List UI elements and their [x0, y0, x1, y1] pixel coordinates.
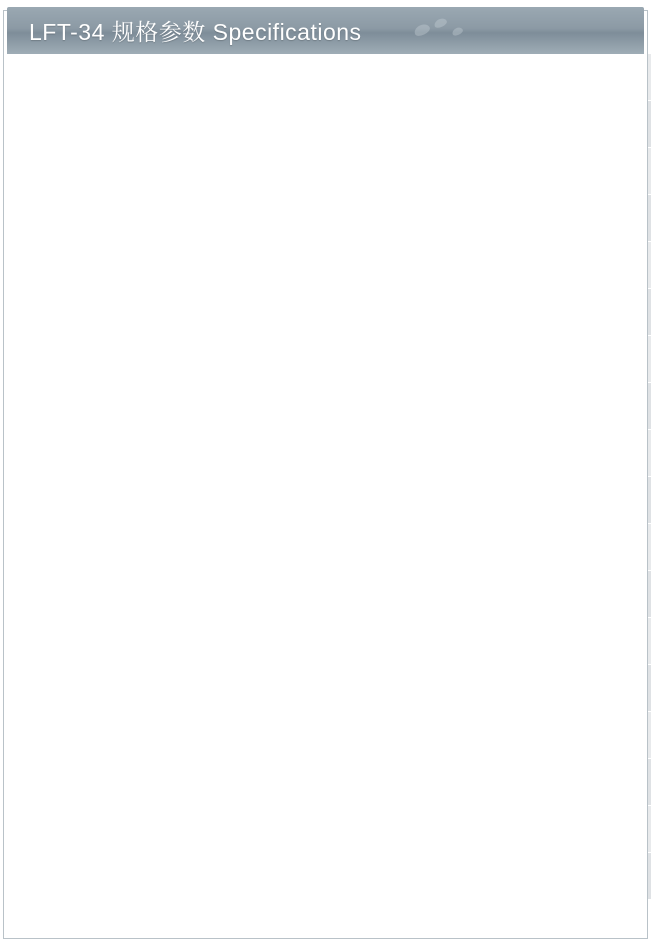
spec-sheet — [0, 7, 651, 942]
ribbon-decoration-icon — [414, 19, 474, 43]
page-frame — [3, 10, 648, 939]
spec-header — [7, 7, 644, 54]
footer-strip — [7, 921, 644, 935]
page-title: LFT-34 规格参数 Specifications — [7, 14, 362, 47]
